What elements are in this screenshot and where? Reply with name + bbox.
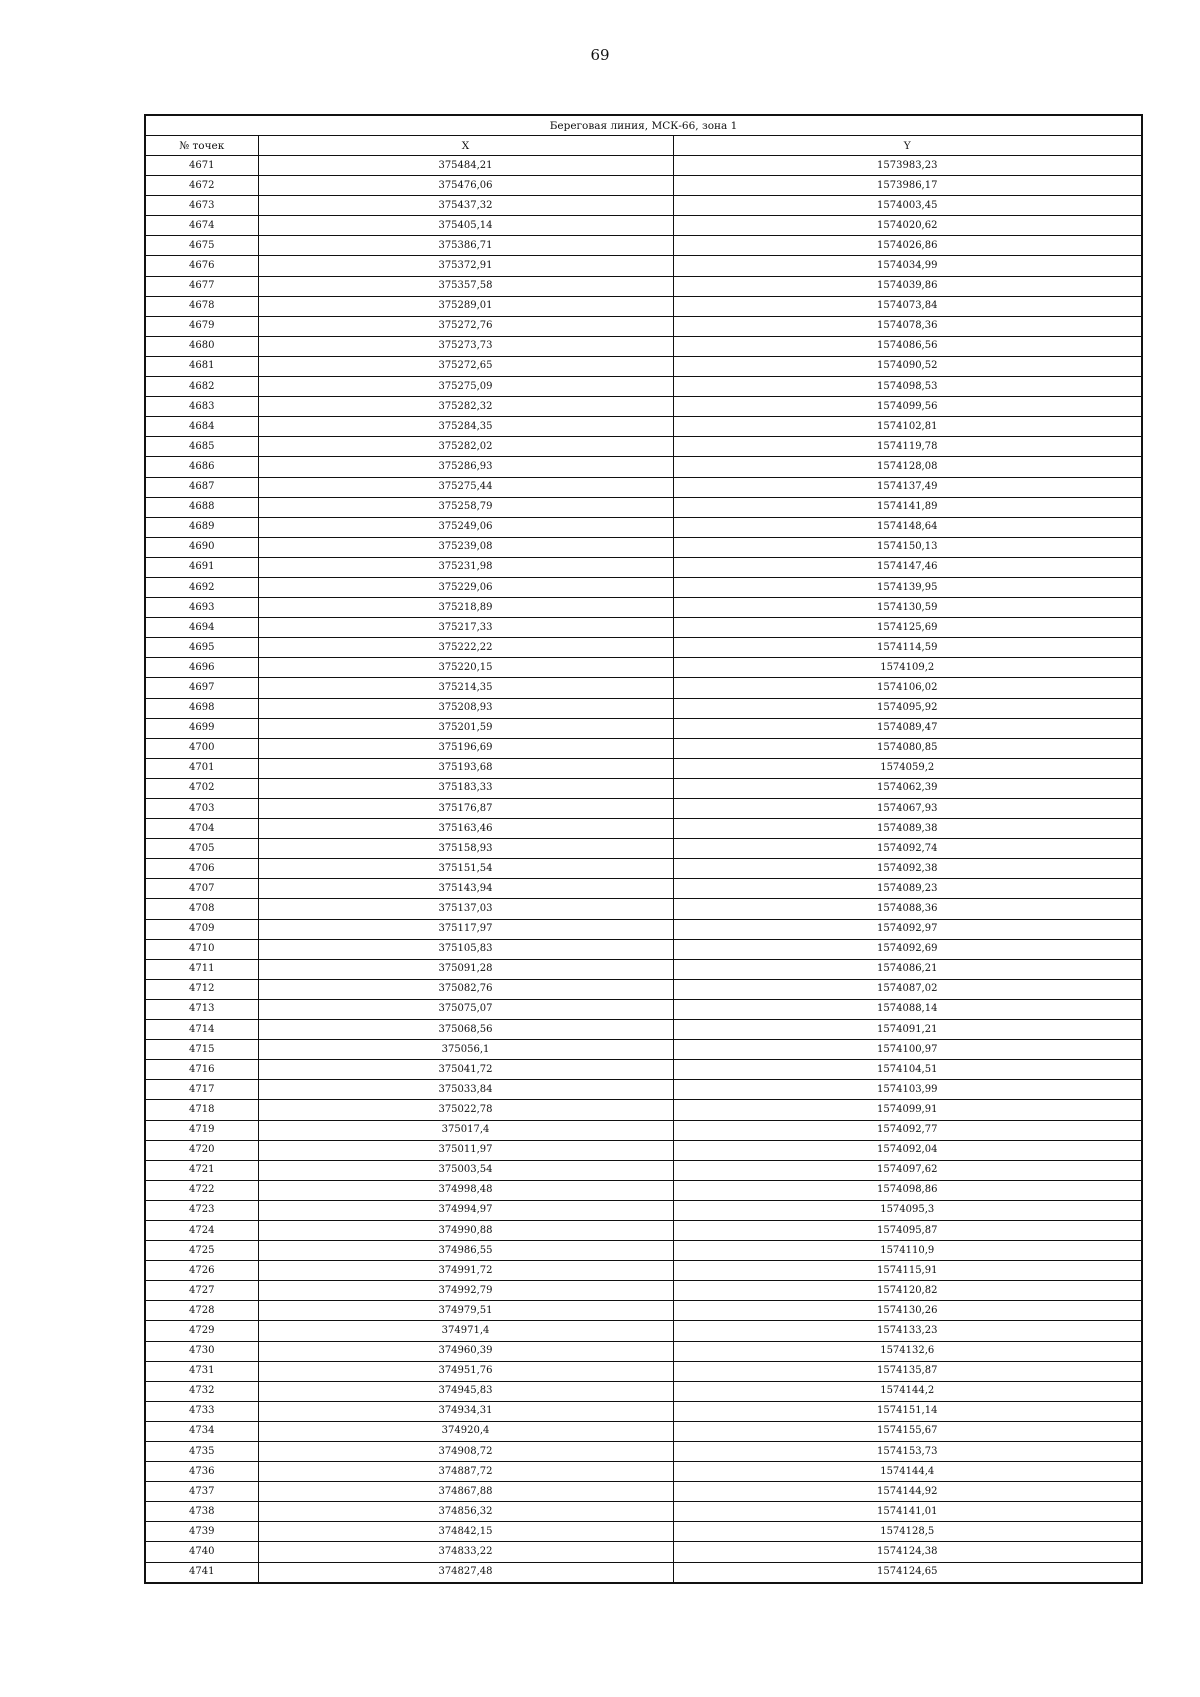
- table-row: [145, 1361, 1142, 1381]
- y-coordinate-cell: 1573986,17: [673, 176, 1142, 196]
- table-row: [145, 778, 1142, 798]
- y-coordinate-cell: 1574099,91: [673, 1100, 1142, 1120]
- x-coordinate-cell: 375105,83: [258, 939, 673, 959]
- table-row: [145, 1301, 1142, 1321]
- y-coordinate-cell: 1574092,74: [673, 839, 1142, 859]
- table-row: [145, 557, 1142, 577]
- y-coordinate-cell: 1574020,62: [673, 216, 1142, 236]
- header-x: X: [258, 136, 673, 156]
- y-coordinate-cell: 1574141,89: [673, 497, 1142, 517]
- table-row: [145, 1160, 1142, 1180]
- y-coordinate-cell: 1574104,51: [673, 1060, 1142, 1080]
- table-row: [145, 1040, 1142, 1060]
- y-coordinate-cell: 1574106,02: [673, 678, 1142, 698]
- table-row: [145, 477, 1142, 497]
- point-number-cell: 4741: [145, 1562, 258, 1583]
- x-coordinate-cell: 374920,4: [258, 1421, 673, 1441]
- point-number-cell: 4729: [145, 1321, 258, 1341]
- point-number-cell: 4698: [145, 698, 258, 718]
- table-row: [145, 839, 1142, 859]
- y-coordinate-cell: 1574115,91: [673, 1261, 1142, 1281]
- table-row: [145, 156, 1142, 176]
- table-row: [145, 678, 1142, 698]
- table-row: [145, 959, 1142, 979]
- table-row: [145, 497, 1142, 517]
- point-number-cell: 4707: [145, 879, 258, 899]
- table-row: [145, 758, 1142, 778]
- x-coordinate-cell: 374867,88: [258, 1482, 673, 1502]
- point-number-cell: 4714: [145, 1020, 258, 1040]
- x-coordinate-cell: 375003,54: [258, 1160, 673, 1180]
- table-row: [145, 1080, 1142, 1100]
- y-coordinate-cell: 1574089,23: [673, 879, 1142, 899]
- point-number-cell: 4697: [145, 678, 258, 698]
- table-row: [145, 236, 1142, 256]
- y-coordinate-cell: 1574039,86: [673, 276, 1142, 296]
- x-coordinate-cell: 375220,15: [258, 658, 673, 678]
- x-coordinate-cell: 375218,89: [258, 598, 673, 618]
- x-coordinate-cell: 374979,51: [258, 1301, 673, 1321]
- y-coordinate-cell: 1574078,36: [673, 316, 1142, 336]
- y-coordinate-cell: 1573983,23: [673, 156, 1142, 176]
- y-coordinate-cell: 1574095,92: [673, 698, 1142, 718]
- point-number-cell: 4726: [145, 1261, 258, 1281]
- y-coordinate-cell: 1574128,5: [673, 1522, 1142, 1542]
- point-number-cell: 4740: [145, 1542, 258, 1562]
- y-coordinate-cell: 1574109,2: [673, 658, 1142, 678]
- x-coordinate-cell: 375068,56: [258, 1020, 673, 1040]
- x-coordinate-cell: 374842,15: [258, 1522, 673, 1542]
- point-number-cell: 4734: [145, 1421, 258, 1441]
- table-row: [145, 618, 1142, 638]
- point-number-cell: 4691: [145, 557, 258, 577]
- point-number-cell: 4712: [145, 979, 258, 999]
- point-number-cell: 4711: [145, 959, 258, 979]
- x-coordinate-cell: 375217,33: [258, 618, 673, 638]
- table-row: [145, 1020, 1142, 1040]
- y-coordinate-cell: 1574132,6: [673, 1341, 1142, 1361]
- table-row: [145, 377, 1142, 397]
- y-coordinate-cell: 1574059,2: [673, 758, 1142, 778]
- x-coordinate-cell: 375022,78: [258, 1100, 673, 1120]
- y-coordinate-cell: 1574128,08: [673, 457, 1142, 477]
- x-coordinate-cell: 375484,21: [258, 156, 673, 176]
- y-coordinate-cell: 1574155,67: [673, 1421, 1142, 1441]
- x-coordinate-cell: 375289,01: [258, 296, 673, 316]
- table-row: [145, 1401, 1142, 1421]
- x-coordinate-cell: 374992,79: [258, 1281, 673, 1301]
- point-number-cell: 4731: [145, 1361, 258, 1381]
- point-number-cell: 4715: [145, 1040, 258, 1060]
- point-number-cell: 4701: [145, 758, 258, 778]
- x-coordinate-cell: 375075,07: [258, 999, 673, 1019]
- y-coordinate-cell: 1574067,93: [673, 799, 1142, 819]
- point-number-cell: 4708: [145, 899, 258, 919]
- y-coordinate-cell: 1574144,92: [673, 1482, 1142, 1502]
- point-number-cell: 4730: [145, 1341, 258, 1361]
- y-coordinate-cell: 1574144,2: [673, 1381, 1142, 1401]
- point-number-cell: 4694: [145, 618, 258, 638]
- x-coordinate-cell: 374994,97: [258, 1200, 673, 1220]
- point-number-cell: 4728: [145, 1301, 258, 1321]
- x-coordinate-cell: 375117,97: [258, 919, 673, 939]
- x-coordinate-cell: 375272,65: [258, 356, 673, 376]
- x-coordinate-cell: 374833,22: [258, 1542, 673, 1562]
- x-coordinate-cell: 375282,32: [258, 397, 673, 417]
- table-row: [145, 176, 1142, 196]
- x-coordinate-cell: 374951,76: [258, 1361, 673, 1381]
- page-number: 69: [590, 46, 610, 64]
- point-number-cell: 4727: [145, 1281, 258, 1301]
- x-coordinate-cell: 375275,44: [258, 477, 673, 497]
- x-coordinate-cell: 375151,54: [258, 859, 673, 879]
- point-number-cell: 4702: [145, 778, 258, 798]
- x-coordinate-cell: 375017,4: [258, 1120, 673, 1140]
- x-coordinate-cell: 375275,09: [258, 377, 673, 397]
- y-coordinate-cell: 1574095,87: [673, 1220, 1142, 1240]
- point-number-cell: 4737: [145, 1482, 258, 1502]
- point-number-cell: 4696: [145, 658, 258, 678]
- y-coordinate-cell: 1574073,84: [673, 296, 1142, 316]
- point-number-cell: 4688: [145, 497, 258, 517]
- y-coordinate-cell: 1574098,86: [673, 1180, 1142, 1200]
- x-coordinate-cell: 375405,14: [258, 216, 673, 236]
- point-number-cell: 4703: [145, 799, 258, 819]
- table-row: [145, 738, 1142, 758]
- table-row: [145, 296, 1142, 316]
- table-row: [145, 859, 1142, 879]
- x-coordinate-cell: 375286,93: [258, 457, 673, 477]
- x-coordinate-cell: 375033,84: [258, 1080, 673, 1100]
- y-coordinate-cell: 1574092,04: [673, 1140, 1142, 1160]
- x-coordinate-cell: 375231,98: [258, 557, 673, 577]
- y-coordinate-cell: 1574099,56: [673, 397, 1142, 417]
- point-number-cell: 4685: [145, 437, 258, 457]
- table-row: [145, 1241, 1142, 1261]
- y-coordinate-cell: 1574095,3: [673, 1200, 1142, 1220]
- point-number-cell: 4716: [145, 1060, 258, 1080]
- point-number-cell: 4673: [145, 196, 258, 216]
- x-coordinate-cell: 374986,55: [258, 1241, 673, 1261]
- coordinates-table: [144, 114, 1143, 1584]
- table-row: [145, 819, 1142, 839]
- x-coordinate-cell: 375239,08: [258, 537, 673, 557]
- point-number-cell: 4684: [145, 417, 258, 437]
- table-row: [145, 939, 1142, 959]
- x-coordinate-cell: 375214,35: [258, 678, 673, 698]
- point-number-cell: 4671: [145, 156, 258, 176]
- point-number-cell: 4723: [145, 1200, 258, 1220]
- x-coordinate-cell: 375229,06: [258, 577, 673, 597]
- y-coordinate-cell: 1574119,78: [673, 437, 1142, 457]
- x-coordinate-cell: 375056,1: [258, 1040, 673, 1060]
- x-coordinate-cell: 374971,4: [258, 1321, 673, 1341]
- x-coordinate-cell: 375222,22: [258, 638, 673, 658]
- y-coordinate-cell: 1574092,38: [673, 859, 1142, 879]
- y-coordinate-cell: 1574089,47: [673, 718, 1142, 738]
- table-row: [145, 1442, 1142, 1462]
- table-row: [145, 718, 1142, 738]
- point-number-cell: 4700: [145, 738, 258, 758]
- point-number-cell: 4721: [145, 1160, 258, 1180]
- x-coordinate-cell: 375208,93: [258, 698, 673, 718]
- point-number-cell: 4683: [145, 397, 258, 417]
- table-row: [145, 356, 1142, 376]
- x-coordinate-cell: 375091,28: [258, 959, 673, 979]
- point-number-cell: 4677: [145, 276, 258, 296]
- x-coordinate-cell: 375357,58: [258, 276, 673, 296]
- table-row: [145, 1100, 1142, 1120]
- table-row: [145, 919, 1142, 939]
- y-coordinate-cell: 1574102,81: [673, 417, 1142, 437]
- x-coordinate-cell: 375282,02: [258, 437, 673, 457]
- x-coordinate-cell: 375249,06: [258, 517, 673, 537]
- y-coordinate-cell: 1574125,69: [673, 618, 1142, 638]
- table-row: [145, 196, 1142, 216]
- point-number-cell: 4679: [145, 316, 258, 336]
- y-coordinate-cell: 1574026,86: [673, 236, 1142, 256]
- table-row: [145, 517, 1142, 537]
- table-row: [145, 598, 1142, 618]
- table-row: [145, 979, 1142, 999]
- table-row: [145, 1140, 1142, 1160]
- point-number-cell: 4720: [145, 1140, 258, 1160]
- table-row: [145, 899, 1142, 919]
- table-row: [145, 1180, 1142, 1200]
- point-number-cell: 4709: [145, 919, 258, 939]
- point-number-cell: 4725: [145, 1241, 258, 1261]
- table-row: [145, 1060, 1142, 1080]
- x-coordinate-cell: 375372,91: [258, 256, 673, 276]
- table-row: [145, 577, 1142, 597]
- y-coordinate-cell: 1574137,49: [673, 477, 1142, 497]
- y-coordinate-cell: 1574148,64: [673, 517, 1142, 537]
- table-row: [145, 1562, 1142, 1583]
- x-coordinate-cell: 375196,69: [258, 738, 673, 758]
- table-row: [145, 1321, 1142, 1341]
- point-number-cell: 4678: [145, 296, 258, 316]
- x-coordinate-cell: 375201,59: [258, 718, 673, 738]
- header-point-number: № точек: [145, 136, 258, 156]
- y-coordinate-cell: 1574092,69: [673, 939, 1142, 959]
- point-number-cell: 4687: [145, 477, 258, 497]
- point-number-cell: 4676: [145, 256, 258, 276]
- y-coordinate-cell: 1574144,4: [673, 1462, 1142, 1482]
- point-number-cell: 4718: [145, 1100, 258, 1120]
- y-coordinate-cell: 1574090,52: [673, 356, 1142, 376]
- table-row: [145, 1502, 1142, 1522]
- x-coordinate-cell: 374856,32: [258, 1502, 673, 1522]
- x-coordinate-cell: 374887,72: [258, 1462, 673, 1482]
- table-row: [145, 1482, 1142, 1502]
- y-coordinate-cell: 1574147,46: [673, 557, 1142, 577]
- table-row: [145, 1522, 1142, 1542]
- x-coordinate-cell: 375284,35: [258, 417, 673, 437]
- table-row: [145, 1220, 1142, 1240]
- y-coordinate-cell: 1574124,65: [673, 1562, 1142, 1583]
- x-coordinate-cell: 375143,94: [258, 879, 673, 899]
- point-number-cell: 4738: [145, 1502, 258, 1522]
- point-number-cell: 4704: [145, 819, 258, 839]
- x-coordinate-cell: 374945,83: [258, 1381, 673, 1401]
- table-row: [145, 1381, 1142, 1401]
- table-row: [145, 1421, 1142, 1441]
- y-coordinate-cell: 1574139,95: [673, 577, 1142, 597]
- table-row: [145, 1120, 1142, 1140]
- x-coordinate-cell: 375011,97: [258, 1140, 673, 1160]
- table-row: [145, 537, 1142, 557]
- point-number-cell: 4699: [145, 718, 258, 738]
- x-coordinate-cell: 375437,32: [258, 196, 673, 216]
- point-number-cell: 4693: [145, 598, 258, 618]
- x-coordinate-cell: 375137,03: [258, 899, 673, 919]
- point-number-cell: 4675: [145, 236, 258, 256]
- x-coordinate-cell: 375041,72: [258, 1060, 673, 1080]
- y-coordinate-cell: 1574133,23: [673, 1321, 1142, 1341]
- y-coordinate-cell: 1574100,97: [673, 1040, 1142, 1060]
- point-number-cell: 4682: [145, 377, 258, 397]
- table-row: [145, 1542, 1142, 1562]
- table-row: [145, 698, 1142, 718]
- x-coordinate-cell: 374827,48: [258, 1562, 673, 1583]
- table-row: [145, 999, 1142, 1019]
- y-coordinate-cell: 1574092,97: [673, 919, 1142, 939]
- x-coordinate-cell: 375082,76: [258, 979, 673, 999]
- x-coordinate-cell: 375163,46: [258, 819, 673, 839]
- point-number-cell: 4705: [145, 839, 258, 859]
- x-coordinate-cell: 375386,71: [258, 236, 673, 256]
- table-row: [145, 1341, 1142, 1361]
- point-number-cell: 4674: [145, 216, 258, 236]
- point-number-cell: 4732: [145, 1381, 258, 1401]
- y-coordinate-cell: 1574141,01: [673, 1502, 1142, 1522]
- x-coordinate-cell: 374991,72: [258, 1261, 673, 1281]
- x-coordinate-cell: 374960,39: [258, 1341, 673, 1361]
- y-coordinate-cell: 1574091,21: [673, 1020, 1142, 1040]
- table-row: [145, 457, 1142, 477]
- y-coordinate-cell: 1574114,59: [673, 638, 1142, 658]
- point-number-cell: 4717: [145, 1080, 258, 1100]
- point-number-cell: 4724: [145, 1220, 258, 1240]
- point-number-cell: 4735: [145, 1442, 258, 1462]
- table-row: [145, 879, 1142, 899]
- point-number-cell: 4680: [145, 336, 258, 356]
- y-coordinate-cell: 1574124,38: [673, 1542, 1142, 1562]
- x-coordinate-cell: 375476,06: [258, 176, 673, 196]
- x-coordinate-cell: 375258,79: [258, 497, 673, 517]
- header-y: Y: [673, 136, 1142, 156]
- x-coordinate-cell: 375272,76: [258, 316, 673, 336]
- point-number-cell: 4736: [145, 1462, 258, 1482]
- table-caption-row: [145, 115, 1142, 136]
- table-row: [145, 1281, 1142, 1301]
- y-coordinate-cell: 1574086,21: [673, 959, 1142, 979]
- x-coordinate-cell: 374998,48: [258, 1180, 673, 1200]
- x-coordinate-cell: 375158,93: [258, 839, 673, 859]
- point-number-cell: 4692: [145, 577, 258, 597]
- point-number-cell: 4681: [145, 356, 258, 376]
- y-coordinate-cell: 1574120,82: [673, 1281, 1142, 1301]
- table-row: [145, 1462, 1142, 1482]
- y-coordinate-cell: 1574097,62: [673, 1160, 1142, 1180]
- point-number-cell: 4686: [145, 457, 258, 477]
- table-row: [145, 1200, 1142, 1220]
- table-header-row: [145, 136, 1142, 156]
- y-coordinate-cell: 1574130,26: [673, 1301, 1142, 1321]
- y-coordinate-cell: 1574088,14: [673, 999, 1142, 1019]
- point-number-cell: 4733: [145, 1401, 258, 1421]
- y-coordinate-cell: 1574003,45: [673, 196, 1142, 216]
- table-row: [145, 336, 1142, 356]
- table-row: [145, 417, 1142, 437]
- y-coordinate-cell: 1574135,87: [673, 1361, 1142, 1381]
- table-row: [145, 216, 1142, 236]
- x-coordinate-cell: 375273,73: [258, 336, 673, 356]
- y-coordinate-cell: 1574087,02: [673, 979, 1142, 999]
- x-coordinate-cell: 375183,33: [258, 778, 673, 798]
- y-coordinate-cell: 1574092,77: [673, 1120, 1142, 1140]
- x-coordinate-cell: 374990,88: [258, 1220, 673, 1240]
- x-coordinate-cell: 375193,68: [258, 758, 673, 778]
- table-row: [145, 316, 1142, 336]
- table-row: [145, 397, 1142, 417]
- point-number-cell: 4719: [145, 1120, 258, 1140]
- y-coordinate-cell: 1574103,99: [673, 1080, 1142, 1100]
- table-row: [145, 256, 1142, 276]
- y-coordinate-cell: 1574110,9: [673, 1241, 1142, 1261]
- y-coordinate-cell: 1574088,36: [673, 899, 1142, 919]
- point-number-cell: 4706: [145, 859, 258, 879]
- point-number-cell: 4739: [145, 1522, 258, 1542]
- y-coordinate-cell: 1574150,13: [673, 537, 1142, 557]
- table-row: [145, 638, 1142, 658]
- point-number-cell: 4695: [145, 638, 258, 658]
- y-coordinate-cell: 1574153,73: [673, 1442, 1142, 1462]
- table-row: [145, 799, 1142, 819]
- point-number-cell: 4710: [145, 939, 258, 959]
- y-coordinate-cell: 1574062,39: [673, 778, 1142, 798]
- y-coordinate-cell: 1574034,99: [673, 256, 1142, 276]
- x-coordinate-cell: 374908,72: [258, 1442, 673, 1462]
- table-caption: Береговая линия, МСК-66, зона 1: [145, 115, 1142, 136]
- point-number-cell: 4713: [145, 999, 258, 1019]
- y-coordinate-cell: 1574098,53: [673, 377, 1142, 397]
- x-coordinate-cell: 374934,31: [258, 1401, 673, 1421]
- table-row: [145, 1261, 1142, 1281]
- y-coordinate-cell: 1574089,38: [673, 819, 1142, 839]
- table-body: [145, 156, 1142, 1583]
- point-number-cell: 4689: [145, 517, 258, 537]
- point-number-cell: 4690: [145, 537, 258, 557]
- y-coordinate-cell: 1574151,14: [673, 1401, 1142, 1421]
- point-number-cell: 4672: [145, 176, 258, 196]
- table-row: [145, 276, 1142, 296]
- x-coordinate-cell: 375176,87: [258, 799, 673, 819]
- point-number-cell: 4722: [145, 1180, 258, 1200]
- table-row: [145, 437, 1142, 457]
- y-coordinate-cell: 1574086,56: [673, 336, 1142, 356]
- y-coordinate-cell: 1574080,85: [673, 738, 1142, 758]
- table-row: [145, 658, 1142, 678]
- y-coordinate-cell: 1574130,59: [673, 598, 1142, 618]
